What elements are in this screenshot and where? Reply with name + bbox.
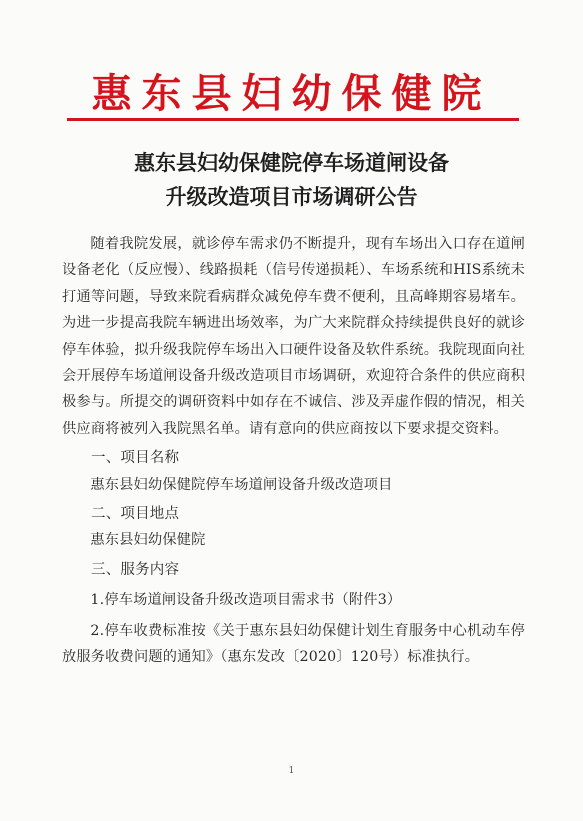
red-divider-rule xyxy=(67,118,519,121)
document-title-line-1: 惠东县妇幼保健院停车场道闸设备 xyxy=(134,150,449,175)
document-body xyxy=(62,231,525,671)
masthead-org-name: 惠东县妇幼保健院 xyxy=(91,70,492,117)
project-name-text: 惠东县妇幼保健院停车场道闸设备升级改造项目 xyxy=(90,476,393,493)
project-location-text: 惠东县妇幼保健院 xyxy=(90,532,206,549)
page-number: 1 xyxy=(288,766,295,776)
service-item-2: 2.停车收费标准按《关于惠东县妇幼保健计划生育服务中心机动车停放服务收费问题的通知》（惠东发改〔2020〕120号）标准执行。 xyxy=(62,622,525,666)
section-heading-project-location: 二、项目地点 xyxy=(91,506,180,523)
intro-paragraph: 随着我院发展，就诊停车需求仍不断提升，现有车场出入口存在道闸设备老化（反应慢）、线路损耗（信号传递损耗）、车场系统和HIS系统未打通等问题，导致来院看病群众减免停车费不便利，且高峰期容易堵车。为进一步提高我院车辆进出场效率，为广大来院群众持续提供良好的就诊停车体验，拟升级我院停车场出入口硬件设备及软件系统。我院现面向社会开展停车场道闸设备升级改造项目市场调研，欢迎符合条件的供应商积极参与。所提交的调研资料中如存在不诚信、涉及弄虚作假的情况，相关供应商将被列入我院黑名单。请有意向的供应商按以下要求提交资料。 xyxy=(62,236,525,437)
document-title-line-2: 升级改造项目市场调研公告 xyxy=(165,184,418,209)
section-heading-service-content: 三、服务内容 xyxy=(91,561,180,578)
service-item-1: 1.停车场道闸设备升级改造项目需求书（附件3） xyxy=(90,592,402,609)
section-heading-project-name: 一、项目名称 xyxy=(91,450,180,467)
